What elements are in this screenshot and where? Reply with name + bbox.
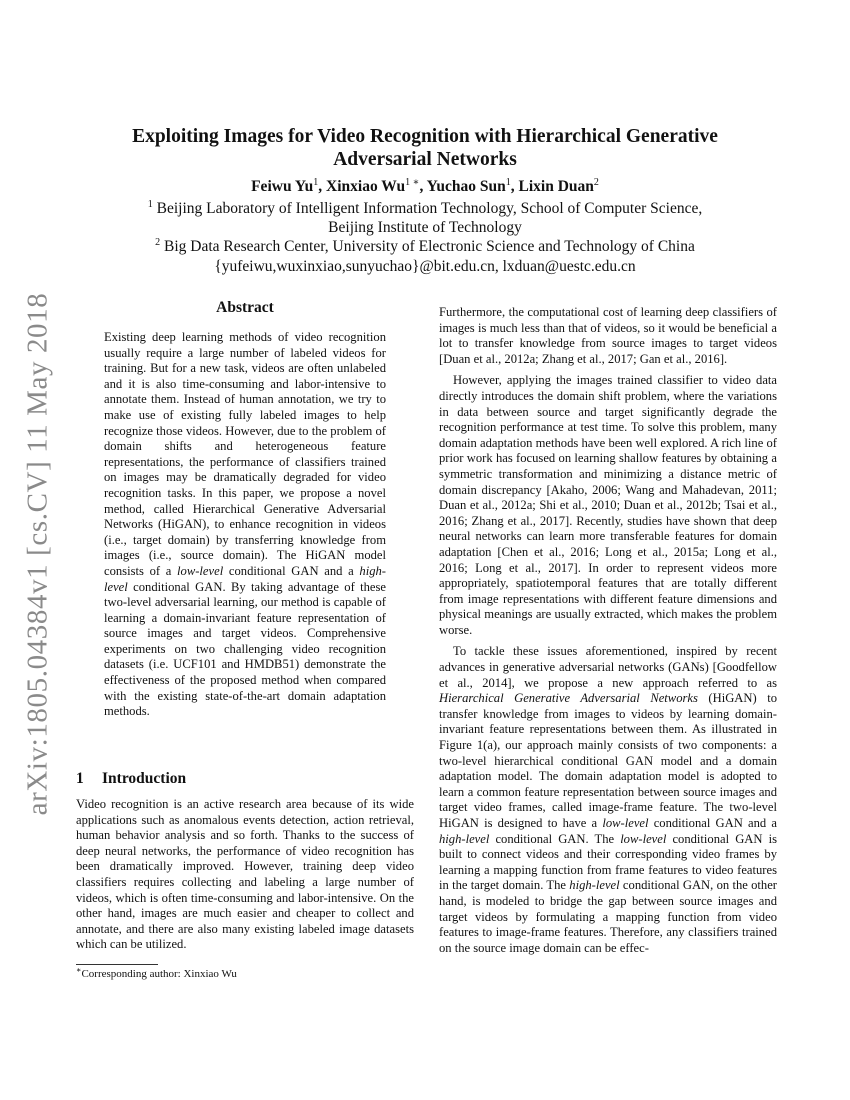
body-paragraph: Furthermore, the computational cost of learning deep classifiers of images is much less than that of videos, so it would be beneficial a lot to transfer knowledge from source images to target videos [Duan et al., 2012a; Zhang et al., 2017; Gan et al., 2016]. xyxy=(439,305,777,366)
author-name: Feiwu Yu xyxy=(251,178,314,195)
author-emails: {yufeiwu,wuxinxiao,sunyuchao}@bit.edu.cn, lxduan@uestc.edu.cn xyxy=(214,258,636,275)
paper-title: Exploiting Images for Video Recognition with Hierarchical Generative Adversarial Networks xyxy=(132,126,718,170)
author-list: Feiwu Yu$^1$, Xinxiao $Wu^{1 ∗}$, Yuchao Sun$^1$, Lixin Duan$^2$ xyxy=(251,176,599,195)
right-column xyxy=(439,305,777,962)
body-paragraph: However, applying the images trained classifier to video data directly introduces the domain shift problem, where the variations in data between source and target significantly degrade the recognition performance at test time. To solve this problem, many domain adaptation methods have been well explored. A rich line of prior work has focused on learning shallow features by obtaining a symmetric transformation and minimizing a distance metric of domain discrepancy [Akaho, 2006; Wang and Mahadevan, 2011; Duan et al., 2012a; Shi et al., 2010; Duan et al., 2012b; Tsai et al., 2016; Zhang et al., 2017]. Recently, studies have shown that deep neural networks can learn more transferable features for domain adaptation [Chen et al., 2016; Long et al., 2015a; Long et al., 2016; Long et al., 2017]. In order to represent videos more appropriately, spatiotemporal features that are totally different from image representations with different feature dimensions and physical meanings are usually extracted, which makes the problem worse. xyxy=(439,373,777,637)
section-heading-introduction: 1 Introduction xyxy=(76,770,187,787)
affiliation-2: $^2$ Big Data Research Center, University of Electronic Science and Technology of China xyxy=(155,236,695,255)
footnote: ∗Corresponding author: Xinxiao Wu xyxy=(76,965,237,980)
footnote-rule xyxy=(76,964,158,965)
introduction-paragraph: Video recognition is an active research area because of its wide applications such as anomalous events detection, action retrieval, human behavior analysis and so forth. Thanks to the success of deep neural networks, the performance of video recognition has been dramatically improved. However, training deep video classifiers requires collecting and labeling a large number of videos, which is often time-consuming and labor-intensive. On the other hand, images are much easier and cheaper to collect and annotate, and there are also many existing labeled image datasets which can be utilized. xyxy=(76,797,414,952)
abstract-body: Existing deep learning methods of video recognition usually require a large number of labeled videos for training. But for a new task, videos are often unlabeled and it is also time-consuming and labor-intensive to annotate them. Instead of human annotation, we try to make use of existing fully labeled images to help recognize those videos. However, due to the problem of domain shifts and heterogeneous feature representations, the performance of classifiers trained on images may be dramatically degraded for video recognition tasks. In this paper, we propose a novel method, called Hierarchical Generative Adversarial Networks (HiGAN), to enhance recognition in videos (i.e., target domain) by transferring knowledge from images (i.e., source domain). The HiGAN model consists of a low-level conditional GAN and a high-level conditional GAN. By taking advantage of these two-level adversarial learning, our method is capable of learning a domain-invariant feature representation of source images and target videos. Comprehensive experiments on two challenging video recognition datasets (i.e. UCF101 and HMDB51) demonstrate the effectiveness of the proposed method when compared with the existing state-of-the-art domain adaptation methods. xyxy=(104,330,386,719)
arxiv-id: arXiv:1805.04384v1 [cs.CV] 11 May 2018 xyxy=(21,292,54,816)
author-name: Yuchao Sun xyxy=(426,178,506,195)
author-name: Lixin Duan xyxy=(518,178,594,195)
abstract-heading: Abstract xyxy=(216,299,274,316)
author-name: Xinxiao Wu xyxy=(326,178,406,195)
affiliation-1: $^1$ Beijing Laboratory of Intelligent Information Technology, School of Computer Science, Beijing Institute of Technology xyxy=(147,198,703,236)
body-paragraph: To tackle these issues aforementioned, inspired by recent advances in generative adversarial networks (GANs) [Goodfellow et al., 2014], we propose a new approach referred to as Hierarchical Generative Adversarial Networks (HiGAN) to transfer knowledge from images to videos by learning domain-invariant feature representations between them. As illustrated in Figure 1(a), our approach mainly consists of two components: a two-level hierarchical conditional GAN model and a domain adaptation model. The domain adaptation model is adopted to learn a common feature representation between source images and target video frames, called image-frame feature. The two-level HiGAN is designed to have a low-level conditional GAN and a high-level conditional GAN. The low-level conditional GAN is built to connect videos and their corresponding video frames by learning a mapping function from frame features to video features in the target domain. The high-level conditional GAN, on the other hand, is modeled to bridge the gap between source images and target videos by formulating a mapping function from video features to image-frame features. Therefore, any classifiers trained on the source image domain can be effec- xyxy=(439,644,778,955)
arxiv-watermark xyxy=(18,284,58,824)
